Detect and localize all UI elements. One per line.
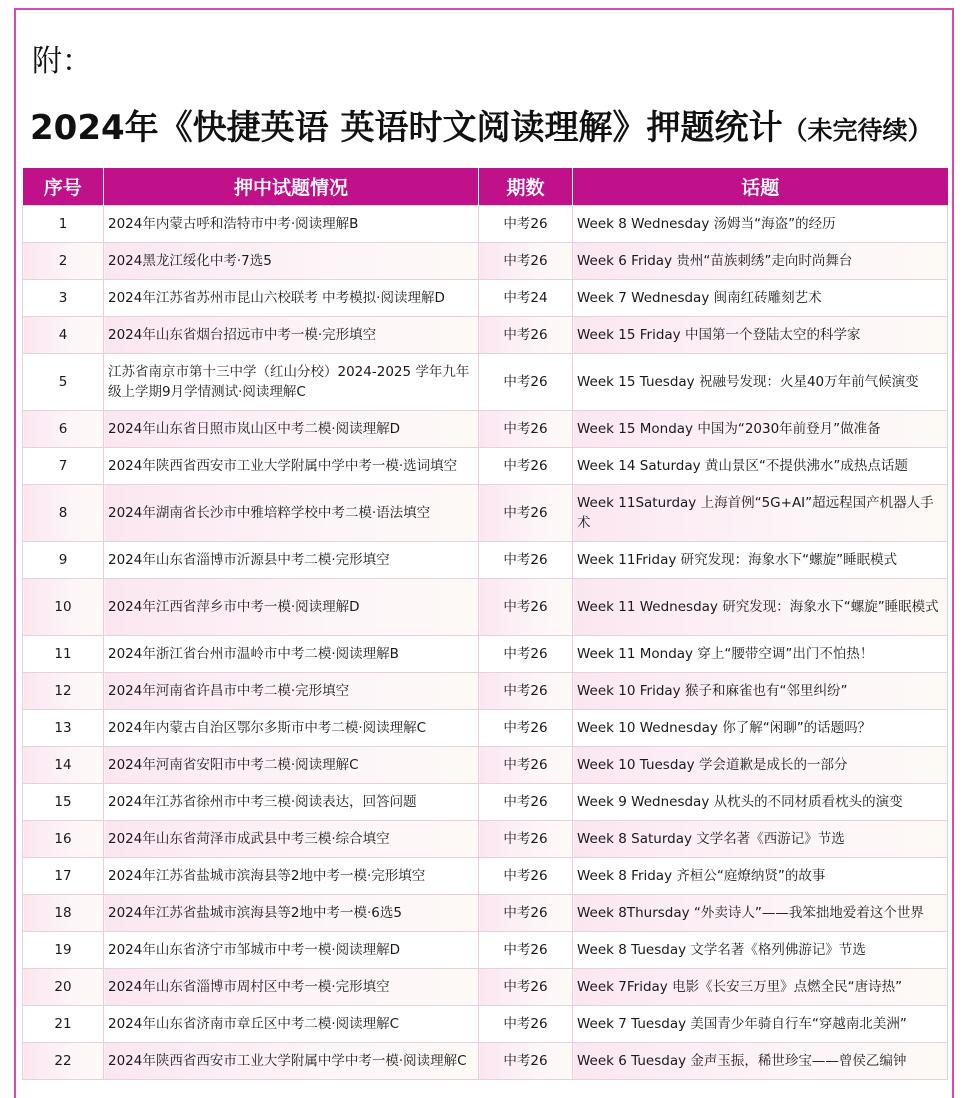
row-exam: 2024黑龙江绥化中考·7选5 xyxy=(104,243,479,280)
table-row xyxy=(23,1043,948,1080)
row-issue: 中考26 xyxy=(479,1043,573,1080)
row-exam: 2024年内蒙古自治区鄂尔多斯市中考二模·阅读理解C xyxy=(104,710,479,747)
row-issue: 中考26 xyxy=(479,710,573,747)
row-topic: Week 11Friday 研究发现：海象水下“螺旋”睡眠模式 xyxy=(573,542,948,579)
table-row xyxy=(23,969,948,1006)
row-issue: 中考26 xyxy=(479,747,573,784)
header-topic: 话题 xyxy=(573,168,948,206)
row-topic: Week 8Thursday “外卖诗人”——我笨拙地爱着这个世界 xyxy=(573,895,948,932)
row-number: 14 xyxy=(23,747,104,784)
row-number: 11 xyxy=(23,636,104,673)
row-number: 4 xyxy=(23,317,104,354)
row-issue: 中考26 xyxy=(479,485,573,542)
table-row xyxy=(23,206,948,243)
row-number: 13 xyxy=(23,710,104,747)
row-topic: Week 10 Wednesday 你了解“闲聊”的话题吗？ xyxy=(573,710,948,747)
row-exam: 2024年江苏省徐州市中考三模·阅读表达，回答问题 xyxy=(104,784,479,821)
row-exam: 2024年浙江省台州市温岭市中考二模·阅读理解B xyxy=(104,636,479,673)
table-body xyxy=(23,206,948,1080)
table-row xyxy=(23,784,948,821)
row-issue: 中考26 xyxy=(479,932,573,969)
row-topic: Week 8 Tuesday 文学名著《格列佛游记》节选 xyxy=(573,932,948,969)
row-topic: Week 6 Tuesday 金声玉振，稀世珍宝——曾侯乙编钟 xyxy=(573,1043,948,1080)
row-topic: Week 6 Friday 贵州“苗族刺绣”走向时尚舞台 xyxy=(573,243,948,280)
row-exam: 2024年山东省淄博市周村区中考一模·完形填空 xyxy=(104,969,479,1006)
row-number: 1 xyxy=(23,206,104,243)
title-main: 2024年《快捷英语 英语时文阅读理解》押题统计 xyxy=(30,108,783,148)
page-title xyxy=(30,100,932,149)
row-issue: 中考26 xyxy=(479,243,573,280)
row-issue: 中考26 xyxy=(479,542,573,579)
header-no: 序号 xyxy=(23,168,104,206)
appendix-label: 附： xyxy=(32,44,92,79)
row-number: 12 xyxy=(23,673,104,710)
header-exam: 押中试题情况 xyxy=(104,168,479,206)
row-issue: 中考26 xyxy=(479,784,573,821)
row-number: 3 xyxy=(23,280,104,317)
row-exam: 2024年内蒙古呼和浩特市中考·阅读理解B xyxy=(104,206,479,243)
row-issue: 中考26 xyxy=(479,448,573,485)
row-exam: 2024年山东省淄博市沂源县中考二模·完形填空 xyxy=(104,542,479,579)
row-number: 2 xyxy=(23,243,104,280)
header-issue: 期数 xyxy=(479,168,573,206)
row-topic: Week 10 Friday 猴子和麻雀也有“邻里纠纷” xyxy=(573,673,948,710)
row-issue: 中考26 xyxy=(479,1006,573,1043)
table-row xyxy=(23,411,948,448)
title-note: （未完待续） xyxy=(782,116,933,145)
table-row xyxy=(23,710,948,747)
row-topic: Week 15 Friday 中国第一个登陆太空的科学家 xyxy=(573,317,948,354)
row-number: 17 xyxy=(23,858,104,895)
row-issue: 中考26 xyxy=(479,579,573,636)
row-exam: 2024年湖南省长沙市中雅培粹学校中考二模·语法填空 xyxy=(104,485,479,542)
row-exam: 江苏省南京市第十三中学（红山分校）2024-2025 学年九年级上学期9月学情测试·阅读理解C xyxy=(104,354,479,411)
row-issue: 中考26 xyxy=(479,206,573,243)
row-topic: Week 7Friday 电影《长安三万里》点燃全民“唐诗热” xyxy=(573,969,948,1006)
table-row xyxy=(23,895,948,932)
table-row xyxy=(23,1006,948,1043)
row-number: 8 xyxy=(23,485,104,542)
row-topic: Week 11 Wednesday 研究发现：海象水下“螺旋”睡眠模式 xyxy=(573,579,948,636)
row-exam: 2024年山东省济宁市邹城市中考一模·阅读理解D xyxy=(104,932,479,969)
table-row xyxy=(23,280,948,317)
row-issue: 中考24 xyxy=(479,280,573,317)
row-exam: 2024年山东省日照市岚山区中考二模·阅读理解D xyxy=(104,411,479,448)
table-row xyxy=(23,932,948,969)
row-number: 22 xyxy=(23,1043,104,1080)
row-exam: 2024年河南省许昌市中考二模·完形填空 xyxy=(104,673,479,710)
row-topic: Week 15 Tuesday 祝融号发现：火星40万年前气候演变 xyxy=(573,354,948,411)
row-issue: 中考26 xyxy=(479,411,573,448)
row-number: 15 xyxy=(23,784,104,821)
row-topic: Week 15 Monday 中国为“2030年前登月”做准备 xyxy=(573,411,948,448)
row-exam: 2024年陕西省西安市工业大学附属中学中考一模·阅读理解C xyxy=(104,1043,479,1080)
row-topic: Week 9 Wednesday 从枕头的不同材质看枕头的演变 xyxy=(573,784,948,821)
row-issue: 中考26 xyxy=(479,821,573,858)
table-row xyxy=(23,858,948,895)
table-row xyxy=(23,821,948,858)
table-row xyxy=(23,542,948,579)
row-exam: 2024年江西省萍乡市中考一模·阅读理解D xyxy=(104,579,479,636)
row-exam: 2024年陕西省西安市工业大学附属中学中考一模·选词填空 xyxy=(104,448,479,485)
table-row xyxy=(23,485,948,542)
row-exam: 2024年江苏省盐城市滨海县等2地中考一模·完形填空 xyxy=(104,858,479,895)
table-row xyxy=(23,747,948,784)
prediction-table xyxy=(22,168,948,1080)
row-topic: Week 8 Friday 齐桓公“庭燎纳贤”的故事 xyxy=(573,858,948,895)
row-number: 20 xyxy=(23,969,104,1006)
row-exam: 2024年山东省菏泽市成武县中考三模·综合填空 xyxy=(104,821,479,858)
row-exam: 2024年江苏省盐城市滨海县等2地中考一模·6选5 xyxy=(104,895,479,932)
row-issue: 中考26 xyxy=(479,858,573,895)
table-row xyxy=(23,448,948,485)
row-topic: Week 14 Saturday 黄山景区“不提供沸水”成热点话题 xyxy=(573,448,948,485)
row-topic: Week 11Saturday 上海首例“5G+AI”超远程国产机器人手术 xyxy=(573,485,948,542)
row-issue: 中考26 xyxy=(479,969,573,1006)
row-number: 18 xyxy=(23,895,104,932)
table-row xyxy=(23,673,948,710)
row-issue: 中考26 xyxy=(479,636,573,673)
row-exam: 2024年山东省烟台招远市中考一模·完形填空 xyxy=(104,317,479,354)
row-number: 7 xyxy=(23,448,104,485)
row-issue: 中考26 xyxy=(479,317,573,354)
row-topic: Week 8 Wednesday 汤姆当“海盗”的经历 xyxy=(573,206,948,243)
row-number: 21 xyxy=(23,1006,104,1043)
table-row xyxy=(23,317,948,354)
row-topic: Week 7 Wednesday 闽南红砖雕刻艺术 xyxy=(573,280,948,317)
row-issue: 中考26 xyxy=(479,673,573,710)
row-topic: Week 10 Tuesday 学会道歉是成长的一部分 xyxy=(573,747,948,784)
table-row xyxy=(23,579,948,636)
row-topic: Week 7 Tuesday 美国青少年骑自行车“穿越南北美洲” xyxy=(573,1006,948,1043)
table-header-row xyxy=(23,168,948,206)
row-exam: 2024年江苏省苏州市昆山六校联考 中考模拟·阅读理解D xyxy=(104,280,479,317)
row-number: 16 xyxy=(23,821,104,858)
row-number: 5 xyxy=(23,354,104,411)
row-number: 10 xyxy=(23,579,104,636)
row-number: 19 xyxy=(23,932,104,969)
row-issue: 中考26 xyxy=(479,354,573,411)
table-row xyxy=(23,636,948,673)
row-number: 9 xyxy=(23,542,104,579)
row-exam: 2024年山东省济南市章丘区中考二模·阅读理解C xyxy=(104,1006,479,1043)
row-topic: Week 11 Monday 穿上“腰带空调”出门不怕热！ xyxy=(573,636,948,673)
row-exam: 2024年河南省安阳市中考二模·阅读理解C xyxy=(104,747,479,784)
table-row xyxy=(23,354,948,411)
row-issue: 中考26 xyxy=(479,895,573,932)
row-number: 6 xyxy=(23,411,104,448)
table-row xyxy=(23,243,948,280)
row-topic: Week 8 Saturday 文学名著《西游记》节选 xyxy=(573,821,948,858)
